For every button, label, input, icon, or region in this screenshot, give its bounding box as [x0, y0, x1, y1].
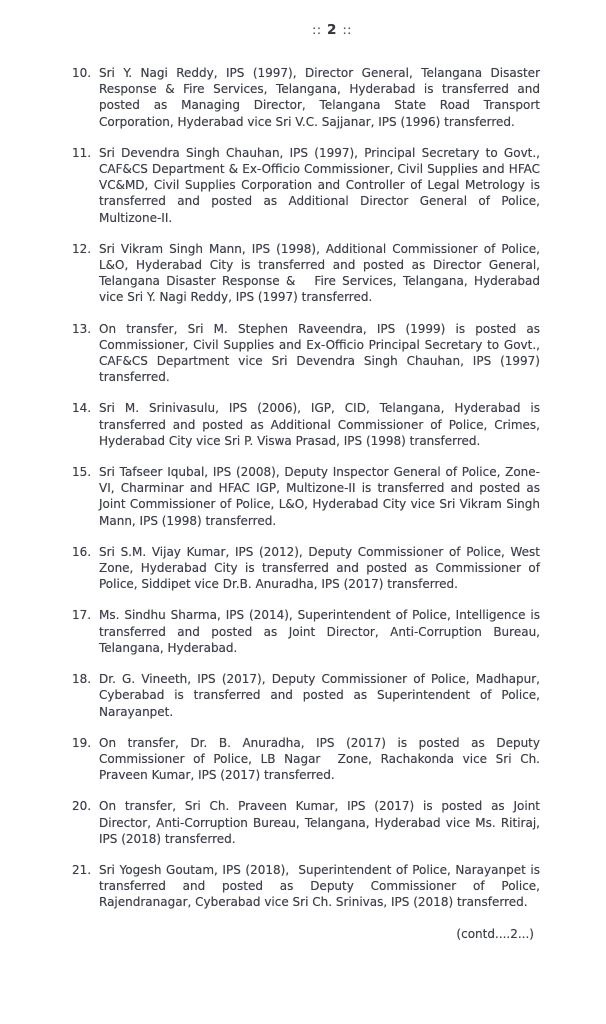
- list-item: [72, 145, 540, 226]
- item-text: Sri Y. Nagi Reddy, IPS (1997), Director General, Telangana Disaster Response & Fire Services, Telangana, Hyderabad is transferred and posted as Managing Director, Telangana State Road Transport Corporation, Hyderabad vice Sri V.C. Sajjanar, IPS (1996) transferred.: [99, 66, 540, 129]
- list-item: [72, 735, 540, 784]
- transfer-order-list: [72, 65, 540, 911]
- list-item: [72, 464, 540, 529]
- list-item: [72, 544, 540, 593]
- page-number-header: [72, 22, 540, 38]
- item-text: On transfer, Sri Ch. Praveen Kumar, IPS (2017) is posted as Joint Director, Anti-Corruption Bureau, Telangana, Hyderabad vice Ms. Ritiraj, IPS (2018) transferred.: [99, 799, 540, 846]
- page-header-decor-right: ::: [342, 22, 352, 37]
- item-number: 16.: [72, 544, 92, 559]
- list-item: [72, 671, 540, 720]
- item-number: 10.: [72, 66, 92, 80]
- item-number: 11.: [72, 145, 92, 160]
- item-text: Dr. G. Vineeth, IPS (2017), Deputy Commissioner of Police, Madhapur, Cyberabad is transferred and posted as Superintendent of Police, Narayanpet.: [99, 672, 540, 719]
- item-number: 17.: [72, 608, 92, 623]
- item-number: 13.: [72, 321, 92, 336]
- item-text: Sri M. Srinivasulu, IPS (2006), IGP, CID, Telangana, Hyderabad is transferred and posted as Additional Commissioner of Police, Crimes, Hyderabad City vice Sri P. Viswa Prasad, IPS (1998) transferred.: [99, 401, 540, 448]
- item-number: 19.: [72, 735, 92, 750]
- continuation-note: (contd....2...): [456, 926, 534, 941]
- item-number: 12.: [72, 241, 92, 256]
- item-text: On transfer, Sri M. Stephen Raveendra, IPS (1999) is posted as Commissioner, Civil Supplies and Ex-Officio Principal Secretary to Govt., CAF&CS Department vice Sri Devendra Singh Chauhan, IPS (1997) transferred.: [99, 321, 540, 385]
- item-text: Sri S.M. Vijay Kumar, IPS (2012), Deputy Commissioner of Police, West Zone, Hyderabad City is transferred and posted as Commissioner of Police, Siddipet vice Dr.B. Anuradha, IPS (2017) transferred.: [99, 544, 540, 592]
- item-text: Sri Yogesh Goutam, IPS (2018), Superintendent of Police, Narayanpet is transferred and posted as Deputy Commissioner of Police, Rajendranagar, Cyberabad vice Sri Ch. Srinivas, IPS (2018) transferred.: [99, 862, 540, 910]
- list-item: [72, 400, 540, 449]
- list-item: [72, 321, 540, 386]
- item-text: Sri Tafseer Iqubal, IPS (2008), Deputy Inspector General of Police, Zone-VI, Charminar and HFAC IGP, Multizone-II is transferred and posted as Joint Commissioner of Police, L&O, Hyderabad City vice Sri Vikram Singh Mann, IPS (1998) transferred.: [99, 465, 540, 528]
- item-text: On transfer, Dr. B. Anuradha, IPS (2017) is posted as Deputy Commissioner of Police, LB Nagar Zone, Rachakonda vice Sri Ch. Praveen Kumar, IPS (2017) transferred.: [99, 735, 540, 783]
- item-number: 15.: [72, 465, 92, 480]
- list-item: [72, 798, 540, 847]
- page-number: 2: [327, 22, 337, 38]
- item-number: 21.: [72, 862, 92, 877]
- list-item: [72, 607, 540, 656]
- item-text: Ms. Sindhu Sharma, IPS (2014), Superintendent of Police, Intelligence is transferred and posted as Joint Director, Anti-Corruption Bureau, Telangana, Hyderabad.: [99, 608, 540, 655]
- list-item: [72, 862, 540, 911]
- item-text: Sri Vikram Singh Mann, IPS (1998), Additional Commissioner of Police, L&O, Hyderabad City is transferred and posted as Director General, Telangana Disaster Response & Fire Services, Telangana, Hyderabad vice Sri Y. Nagi Reddy, IPS (1997) transferred.: [99, 241, 540, 305]
- item-number: 14.: [72, 401, 92, 416]
- list-item: [72, 65, 540, 130]
- list-item: [72, 241, 540, 306]
- item-number: 20.: [72, 799, 92, 814]
- item-text: Sri Devendra Singh Chauhan, IPS (1997), Principal Secretary to Govt., CAF&CS Department & Ex-Officio Commissioner, Civil Supplies and HFAC VC&MD, Civil Supplies Corporation and Controller of Legal Metrology is transferred and posted as Additional Director General of Police, Multizone-II.: [99, 145, 540, 225]
- item-number: 18.: [72, 672, 92, 687]
- page-header-decor-left: ::: [312, 22, 322, 37]
